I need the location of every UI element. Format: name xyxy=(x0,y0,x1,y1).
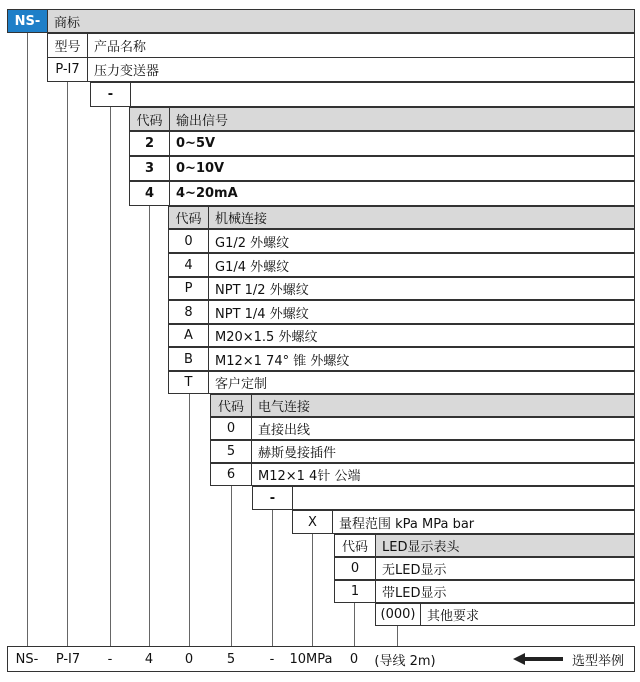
example-value: - xyxy=(269,651,275,667)
connector-line-brand xyxy=(27,33,28,646)
electrical-code-row: 0 xyxy=(210,417,252,440)
mechanical-code-row: B xyxy=(168,347,209,371)
display-header-name: LED显示表头 xyxy=(375,534,635,557)
mechanical-name-row: 客户定制 xyxy=(208,371,635,394)
mechanical-header-code: 代码 xyxy=(168,206,209,229)
model-header-name: 产品名称 xyxy=(87,33,635,58)
mechanical-name-row: M12×1 74° 锥 外螺纹 xyxy=(208,347,635,371)
mechanical-name-row: G1/2 外螺纹 xyxy=(208,229,635,253)
separator-dash-2: - xyxy=(252,486,293,510)
example-value: 10MPa xyxy=(289,651,333,667)
example-value: - xyxy=(107,651,113,667)
brand-prefix: NS- xyxy=(7,9,48,33)
connector-line-other xyxy=(397,626,398,646)
electrical-name-row: 赫斯曼接插件 xyxy=(251,440,635,463)
example-value: NS- xyxy=(15,651,39,667)
separator-box-1 xyxy=(130,82,635,107)
electrical-name-row: 直接出线 xyxy=(251,417,635,440)
output-name-row: 4~20mA xyxy=(169,181,635,206)
electrical-code-row: 5 xyxy=(210,440,252,463)
example-value: 4 xyxy=(144,651,154,667)
mechanical-code-row: 0 xyxy=(168,229,209,253)
mechanical-code-row: 4 xyxy=(168,253,209,277)
display-name-row: 带LED显示 xyxy=(375,580,635,603)
output-header-name: 输出信号 xyxy=(169,107,635,131)
connector-line-output xyxy=(149,206,150,646)
mechanical-name-row: G1/4 外螺纹 xyxy=(208,253,635,277)
connector-line-sep2 xyxy=(272,510,273,646)
mechanical-code-row: A xyxy=(168,324,209,347)
model-header-code: 型号 xyxy=(47,33,88,58)
mechanical-name-row: NPT 1/2 外螺纹 xyxy=(208,277,635,300)
connector-line-electrical xyxy=(231,486,232,646)
other-code: (000) xyxy=(375,603,421,626)
mechanical-name-row: NPT 1/4 外螺纹 xyxy=(208,300,635,324)
mechanical-header-name: 机械连接 xyxy=(208,206,635,229)
output-code-row: 2 xyxy=(129,131,170,156)
example-value: 0 xyxy=(349,651,359,667)
electrical-code-row: 6 xyxy=(210,463,252,486)
example-label: 选型举例 xyxy=(571,653,624,669)
example-value: (导线 2m) xyxy=(374,653,436,669)
other-name: 其他要求 xyxy=(420,603,635,626)
output-name-row: 0~5V xyxy=(169,131,635,156)
connector-line-range xyxy=(312,534,313,646)
output-code-row: 4 xyxy=(129,181,170,206)
connector-line-model xyxy=(67,82,68,646)
connector-line-sep1 xyxy=(110,107,111,646)
electrical-name-row: M12×1 4针 公端 xyxy=(251,463,635,486)
display-name-row: 无LED显示 xyxy=(375,557,635,580)
connector-line-display xyxy=(354,603,355,646)
example-value: 5 xyxy=(226,651,236,667)
output-header-code: 代码 xyxy=(129,107,170,131)
separator-box-2 xyxy=(292,486,635,510)
separator-dash-1: - xyxy=(90,82,131,107)
example-value: P-I7 xyxy=(55,651,81,667)
display-code-row: 1 xyxy=(334,580,376,603)
model-code: P-I7 xyxy=(47,57,88,82)
output-name-row: 0~10V xyxy=(169,156,635,181)
brand-label: 商标 xyxy=(47,9,635,33)
example-value: 0 xyxy=(184,651,194,667)
electrical-header-name: 电气连接 xyxy=(251,394,635,417)
display-header-code: 代码 xyxy=(334,534,376,557)
mechanical-code-row: 8 xyxy=(168,300,209,324)
range-code: X xyxy=(292,510,333,534)
range-name: 量程范围 kPa MPa bar xyxy=(332,510,635,534)
electrical-header-code: 代码 xyxy=(210,394,252,417)
mechanical-name-row: M20×1.5 外螺纹 xyxy=(208,324,635,347)
arrow-left-icon xyxy=(512,647,564,671)
mechanical-code-row: P xyxy=(168,277,209,300)
mechanical-code-row: T xyxy=(168,371,209,394)
model-name: 压力变送器 xyxy=(87,57,635,82)
display-code-row: 0 xyxy=(334,557,376,580)
output-code-row: 3 xyxy=(129,156,170,181)
connector-line-mechanical xyxy=(189,394,190,646)
